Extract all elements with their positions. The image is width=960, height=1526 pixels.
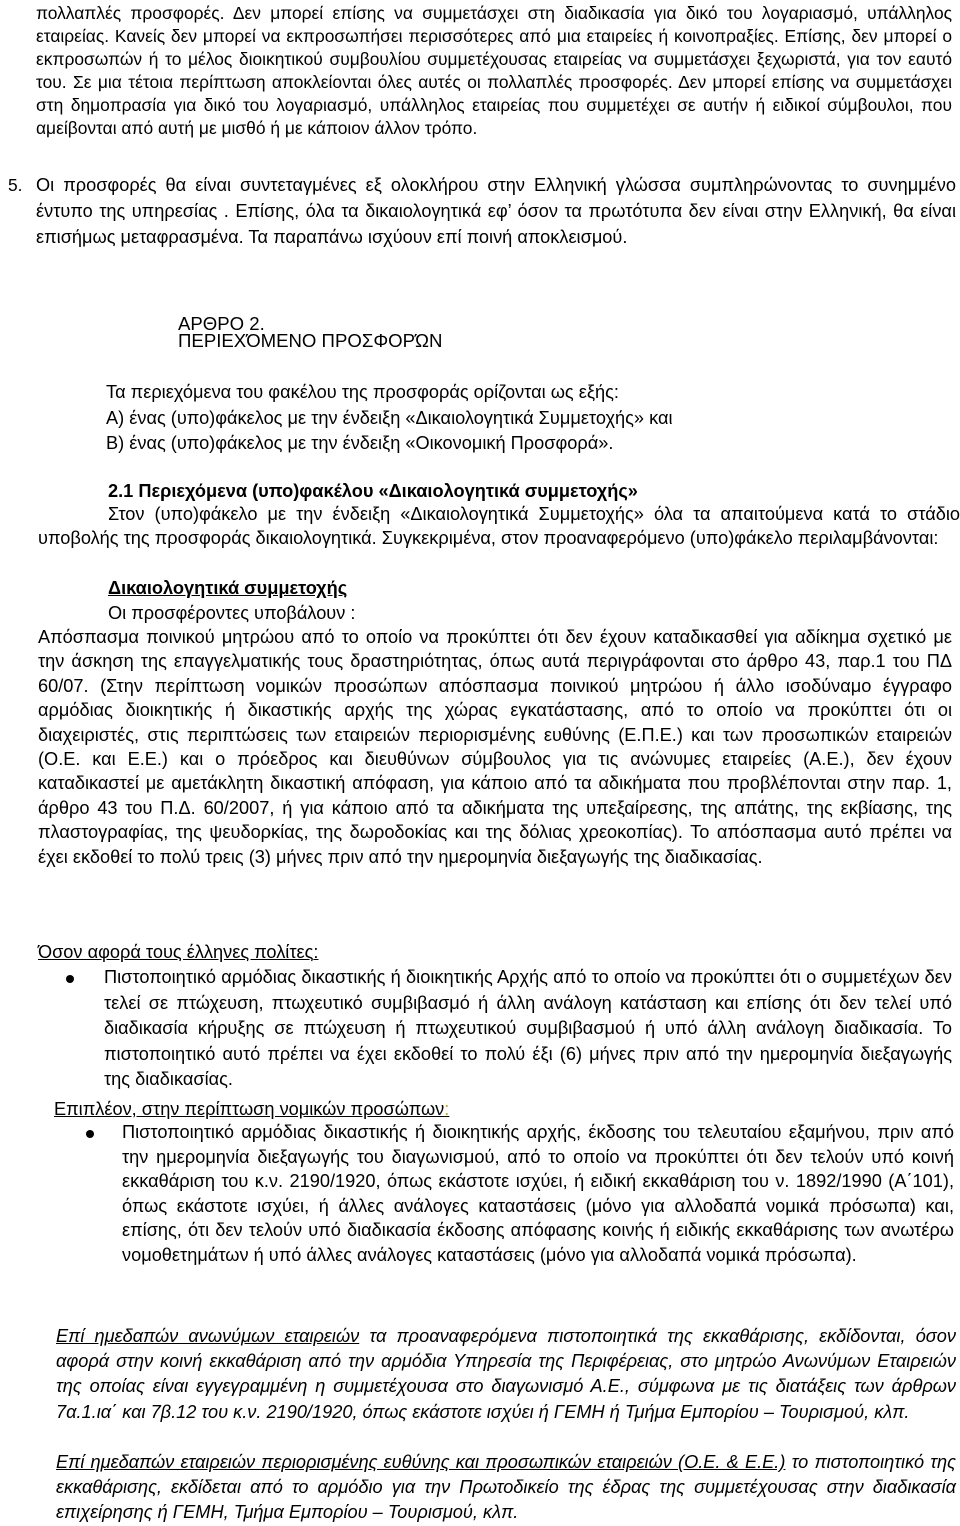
intro-line: Τα περιεχόμενα του φακέλου της προσφοράς ορίζονται ως εξής:	[106, 382, 619, 402]
ae-text: τα προαναφερόμενα πιστοποιητικά της εκκαθάρισης, εκδίδονται, όσον αφορά στην κοινή εκκαθάριση από την αρμόδια Υπηρεσία της Περιφέρειας, στο μητρώο Ανωνύμων Εταιρειών της οποίας είναι εγγεγραμμένη η συμμετέχουσα στο διαγωνισμό Α.Ε., σύμφωνα με τις διατάξεις των άρθρων 7α.1.ια΄ και 7β.12 του κ.ν. 2190/1920, όπως εκάστοτε ισχύει ή ΓΕΜΗ ή Τμήμα Εμπορίου – Τουρισμού, κλπ.	[56, 1326, 956, 1422]
legal-entities-heading	[54, 1097, 449, 1121]
ae-paragraph	[56, 1324, 956, 1425]
submitters-line: Οι προσφέροντες υποβάλουν :	[108, 603, 356, 623]
envelope-contents-intro	[106, 380, 673, 457]
intro-line: Β) ένας (υπο)φάκελος με την ένδειξη «Οικονομική Προσφορά».	[106, 433, 614, 454]
legal-entities-colon: :	[444, 1099, 450, 1119]
list-item-number: 5.	[8, 175, 23, 195]
greek-citizens-heading	[38, 940, 318, 964]
ee-paragraph	[56, 1450, 956, 1526]
section-heading: 2.1 Περιεχόμενα (υπο)φακέλου «Δικαιολογητικά συμμετοχής»	[108, 481, 638, 501]
legal-entities-heading-text: Επιπλέον, στην περίπτωση νομικών προσώπων	[54, 1099, 445, 1119]
greek-citizens-colon: :	[313, 942, 319, 962]
bullet-icon	[86, 1130, 94, 1138]
article-title: ΠΕΡΙΕΧΌΜΕΝΟ ΠΡΟΣΦΟΡΏΝ	[178, 330, 443, 351]
documents-subheading: Δικαιολογητικά συμμετοχής	[108, 578, 348, 598]
ee-text: το πιστοποιητικό της εκκαθάρισης, εκδίδεται από το αρμόδιο για την Πρωτοδικείο της έδρας της συμμετέχουσας στην διαδικασία επιχείρησης ή ΓΕΜΗ, Τμήμα Εμπορίου – Τουρισμού, κλπ.	[56, 1452, 956, 1523]
bullet-icon	[66, 975, 74, 983]
intro-line: Α) ένας (υπο)φάκελος με την ένδειξη «Δικαιολογητικά Συμμετοχής» και	[106, 407, 673, 428]
greek-citizens-heading-text: Όσον αφορά τους έλληνες πολίτες	[38, 942, 314, 962]
ae-lead: Επί ημεδαπών ανωνύμων εταιρειών	[56, 1326, 360, 1346]
article-number: ΑΡΘΡΟ 2.	[178, 313, 265, 334]
liquidation-certificate-item: Πιστοποιητικό αρμόδιας δικαστικής ή διοικητικής αρχής, έκδοσης του τελευταίου εξαμήνου, πριν από την ημερομηνία διεξαγωγής του διαγωνισμού, από το οποίο να προκύπτει ότι δεν τελούν υπό κοινή εκκαθάριση του κ.ν. 2190/1920, όπως εκάστοτε ισχύει, ή ειδική εκκαθάριση του ν. 1892/1990 (Α΄101), όπως εκάστοτε ισχύει, ή άλλες ανάλογες καταστάσεις (μόνο για αλλοδαπά νομικά πρόσωπα) και, επίσης, ότι δεν τελούν υπό διαδικασία έκδοσης απόφασης κοινής ή ειδικής εκκαθάρισης των ανωτέρω νομοθετημάτων ή υπό άλλες ανάλογες καταστάσεις (μόνο για αλλοδαπά νομικά πρόσωπα).	[122, 1122, 954, 1265]
paragraph-multiple-offers: πολλαπλές προσφορές. Δεν μπορεί επίσης να συμμετάσχει στη διαδικασία για δικό του λογαριασμό, υπάλληλος εταιρείας. Κανείς δεν μπορεί να εκπροσωπήσει περισσότερες από μια εταιρείες ή κοινοπραξίες. Επίσης, δεν μπορεί ο εκπροσωπών ή το μέλος διοικητικού συμβουλίου συμμετέχουσας εταιρείας να συμμετάσχει ξεχωριστά, για τον εαυτό του. Σε μια τέτοια περίπτωση αποκλείονται όλες αυτές οι πολλαπλές προσφορές. Δεν μπορεί επίσης να συμμετάσχει στη δημοπρασία για δικό του λογαριασμό, υπάλληλος εταιρείας που συμμετέχει σε αυτήν ή ειδικοί σύμβουλοι, που αμείβονται από αυτή με μισθό ή με κάποιον άλλον τρόπο.	[36, 3, 952, 138]
ee-lead: Επί ημεδαπών εταιρειών περιορισμένης ευθύνης και προσωπικών εταιρειών (Ο.Ε. & Ε.Ε.)	[56, 1452, 786, 1472]
bankruptcy-certificate-item: Πιστοποιητικό αρμόδιας δικαστικής ή διοικητικής Αρχής από το οποίο να προκύπτει ότι ο συμμετέχων δεν τελεί σε πτώχευση, πτωχευτικό συμβιβασμό ή άλλη ανάλογη κατάσταση και επίσης ότι δεν τελεί υπό διαδικασία κήρυξης σε πτώχευση ή πτωχευτικού συμβιβασμού ή υπό άλλη ανάλογη διαδικασία. Το πιστοποιητικό αυτό πρέπει να έχει εκδοθεί το πολύ έξι (6) μήνες πριν από την ημερομηνία διεξαγωγής της διαδικασίας.	[104, 967, 952, 1090]
criminal-record-paragraph: Απόσπασμα ποινικού μητρώου από το οποίο να προκύπτει ότι δεν έχουν καταδικασθεί για αδίκημα σχετικό με την άσκηση της επαγγελματικής τους δραστηριότητας, όπως αυτά περιγράφονται στο άρθρο 43, παρ.1 του ΠΔ 60/07. (Στην περίπτωση νομικών προσώπων απόσπασμα ποινικού μητρώου ή άλλο ισοδύναμο έγγραφο αρμόδιας διοικητικής ή δικαστικής αρχής της χώρας εγκατάστασης, από το οποίο να προκύπτει ότι οι διαχειριστές, στις περιπτώσεις των εταιρειών περιορισμένης ευθύνης (Ε.Π.Ε.) και των προσωπικών εταιρειών (Ο.Ε. και Ε.Ε.) και ο πρόεδρος και διευθύνων σύμβουλος για τις ανώνυμες εταιρείες (Α.Ε.), δεν έχουν καταδικαστεί με αμετάκλητη δικαστική απόφαση, για κάποιο από τα αδικήματα που προβλέπονται στην παρ. 1, άρθρο 43 του Π.Δ. 60/2007, ή για κάποιο από τα αδικήματα της υπεξαίρεσης, της απάτης, της εκβίασης, της πλαστογραφίας, της ψευδορκίας, της δωροδοκίας και της δόλιας χρεοκοπίας). Το απόσπασμα αυτό πρέπει να έχει εκδοθεί το πολύ τρεις (3) μήνες πριν από την ημερομηνία διεξαγωγής της διαδικασίας.	[38, 627, 952, 867]
section-body: Στον (υπο)φάκελο με την ένδειξη «Δικαιολογητικά Συμμετοχής» όλα τα απαιτούμενα κατά το στάδιο υποβολής της προσφοράς δικαιολογητικά. Συγκεκριμένα, στον προαναφερόμενο (υπο)φάκελο περιλαμβάνονται:	[38, 504, 960, 549]
list-item-language: Οι προσφορές θα είναι συντεταγμένες εξ ολοκλήρου στην Ελληνική γλώσσα συμπληρώνοντας το συνημμένο έντυπο της υπηρεσίας . Επίσης, όλα τα δικαιολογητικά εφ’ όσον τα πρωτότυπα δεν είναι στην Ελληνική, θα είναι επισήμως μεταφρασμένα. Τα παραπάνω ισχύουν επί ποινή αποκλεισμού.	[36, 175, 956, 247]
